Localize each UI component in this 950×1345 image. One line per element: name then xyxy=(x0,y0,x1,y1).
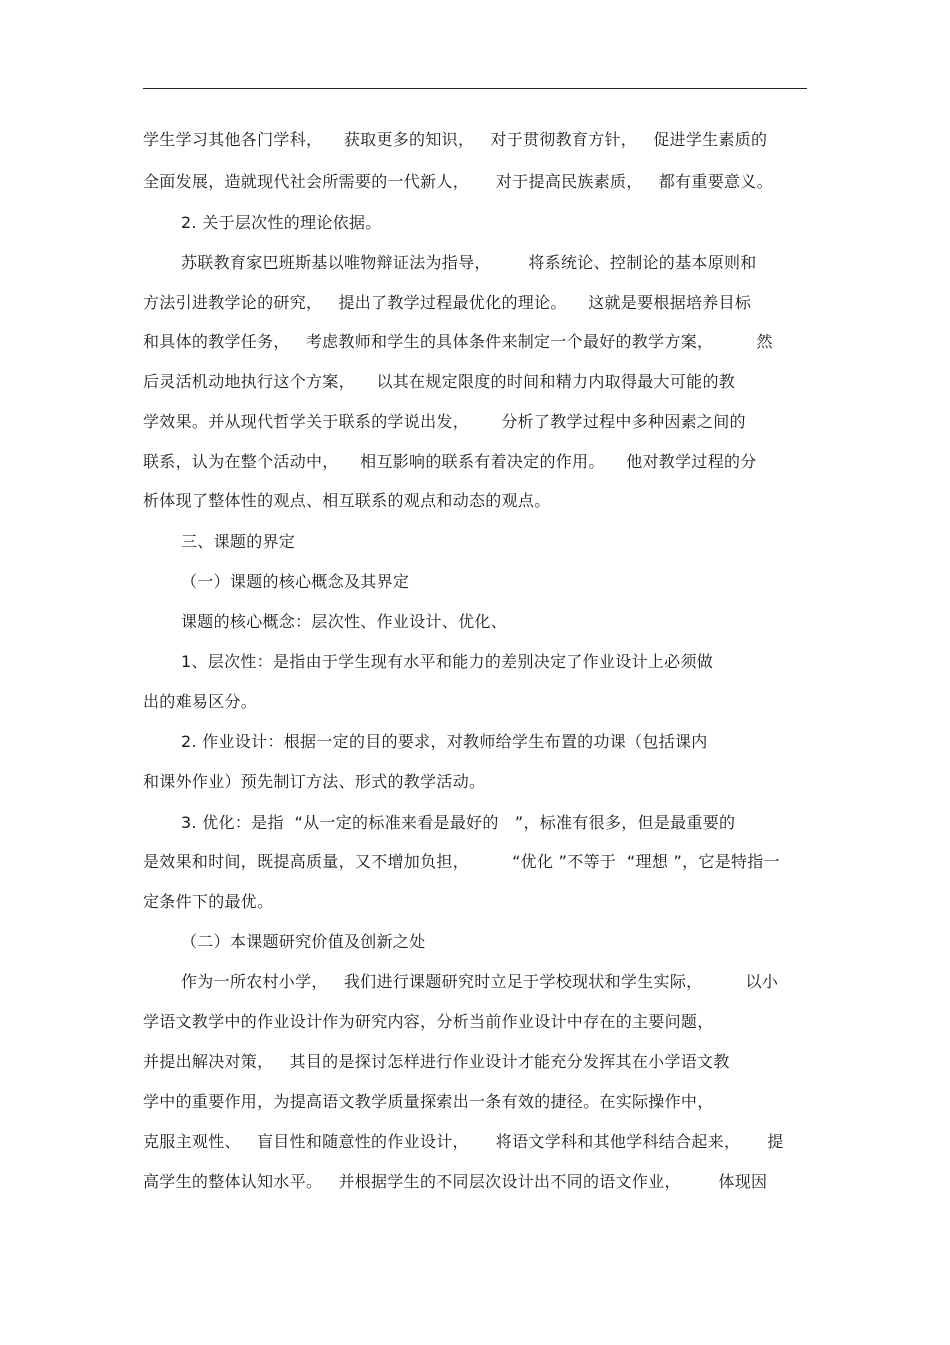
text-line: 学语文教学中的作业设计作为研究内容，分析当前作业设计中存在的主要问题， xyxy=(143,1012,714,1031)
text-line: 析体现了整体性的观点、相互联系的观点和动态的观点。 xyxy=(143,491,551,510)
text-line: 苏联教育家巴班斯基以唯物辩证法为指导， 将系统论、控制论的基本原则和 xyxy=(181,253,757,272)
text-line: 学生学习其他各门学科， 获取更多的知识， 对于贯彻教育方针， 促进学生素质的 xyxy=(143,130,768,149)
text-line: 和课外作业）预先制订方法、形式的教学活动。 xyxy=(143,772,486,791)
text-line: 方法引进教学论的研究， 提出了教学过程最优化的理论。 这就是要根据培养目标 xyxy=(143,293,752,312)
subsection-heading: （二）本课题研究价值及创新之处 xyxy=(181,932,426,951)
text-line: 2. 作业设计：根据一定的目的要求，对教师给学生布置的功课（包括课内 xyxy=(181,732,708,751)
text-line: 联系，认为在整个活动中， 相互影响的联系有着决定的作用。 他对教学过程的分 xyxy=(143,452,757,471)
text-line: 3. 优化：是指 “从一定的标准来看是最好的 ”，标准有很多，但是最重要的 xyxy=(181,813,736,832)
text-line: 定条件下的最优。 xyxy=(143,892,274,911)
text-line: 高学生的整体认知水平。 并根据学生的不同层次设计出不同的语文作业， 体现因 xyxy=(143,1172,768,1191)
section-heading: 三、课题的界定 xyxy=(181,532,296,551)
text-line: 课题的核心概念：层次性、作业设计、优化、 xyxy=(181,612,508,631)
text-line: 1、层次性：是指由于学生现有水平和能力的差别决定了作业设计上必须做 xyxy=(181,652,714,671)
text-line: 是效果和时间，既提高质量，又不增加负担， “优化 ”不等于 “理想 ”，它是特指一 xyxy=(143,852,780,871)
text-line: 学中的重要作用，为提高语文教学质量探索出一条有效的捷径。在实际操作中， xyxy=(143,1092,714,1111)
text-line: 后灵活机动地执行这个方案， 以其在规定限度的时间和精力内取得最大可能的教 xyxy=(143,372,736,391)
text-line: 学效果。并从现代哲学关于联系的学说出发， 分析了教学过程中多种因素之间的 xyxy=(143,412,746,431)
text-line: 2. 关于层次性的理论依据。 xyxy=(181,213,382,232)
text-line: 全面发展，造就现代社会所需要的一代新人， 对于提高民族素质， 都有重要意义。 xyxy=(143,172,773,191)
text-line: 出的难易区分。 xyxy=(143,692,258,711)
text-line: 和具体的教学任务， 考虑教师和学生的具体条件来制定一个最好的教学方案， 然 xyxy=(143,332,773,351)
text-line: 作为一所农村小学， 我们进行课题研究时立足于学校现状和学生实际， 以小 xyxy=(181,972,779,991)
text-line: 克服主观性、 盲目性和随意性的作业设计， 将语文学科和其他学科结合起来， 提 xyxy=(143,1132,784,1151)
header-rule xyxy=(143,88,807,89)
subsection-heading: （一）课题的核心概念及其界定 xyxy=(181,572,410,591)
text-line: 并提出解决对策， 其目的是探讨怎样进行作业设计才能充分发挥其在小学语文教 xyxy=(143,1052,730,1071)
